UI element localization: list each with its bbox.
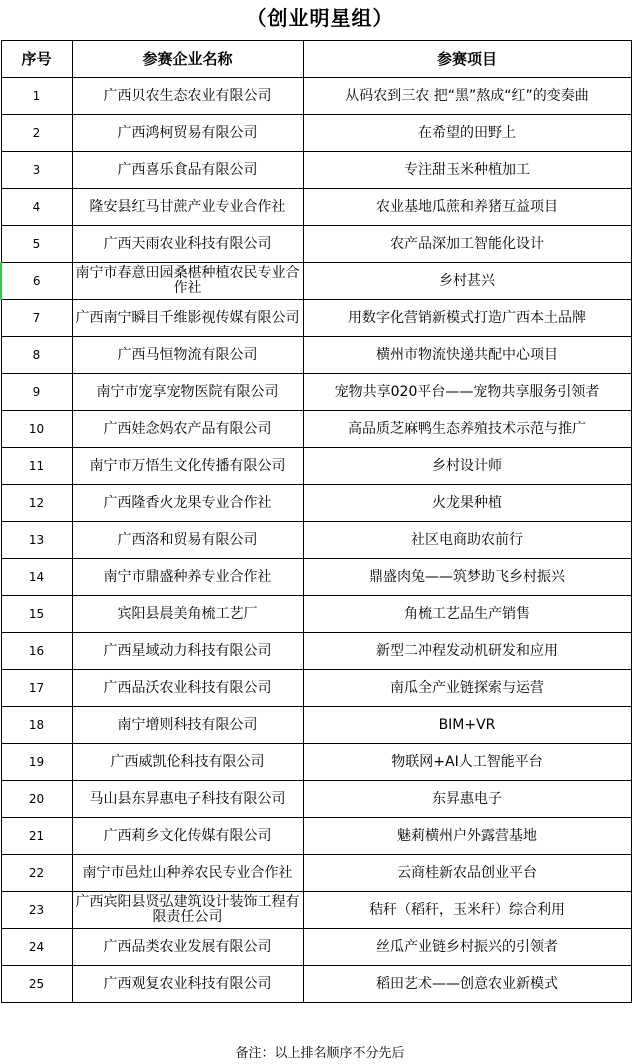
row-number: 14 (1, 559, 72, 596)
company-name: 南宁市万悟生文化传播有限公司 (72, 448, 303, 485)
project-name: 乡村甚兴 (303, 263, 631, 300)
row-number: 10 (1, 411, 72, 448)
table-row (1, 929, 631, 966)
row-number: 3 (1, 152, 72, 189)
table-row (1, 115, 631, 152)
row-number: 20 (1, 781, 72, 818)
company-name: 南宁市鼎盛种养专业合作社 (72, 559, 303, 596)
table-row (1, 559, 631, 596)
table-row (1, 374, 631, 411)
project-name: 角梳工艺品生产销售 (303, 596, 631, 633)
table-row (1, 411, 631, 448)
row-number: 6 (1, 263, 72, 300)
company-name: 广西观复农业科技有限公司 (72, 966, 303, 1003)
row-number: 5 (1, 226, 72, 263)
project-name: BIM+VR (303, 707, 631, 744)
row-number: 23 (1, 892, 72, 929)
project-name: 云商桂新农品创业平台 (303, 855, 631, 892)
table-row (1, 226, 631, 263)
table-row (1, 337, 631, 374)
project-name: 东昇惠电子 (303, 781, 631, 818)
project-name: 稻田艺术——创意农业新模式 (303, 966, 631, 1003)
table-header-row (1, 41, 631, 78)
company-name: 南宁市邑灶山种养农民专业合作社 (72, 855, 303, 892)
table-row (1, 152, 631, 189)
table-row (1, 855, 631, 892)
row-number: 21 (1, 818, 72, 855)
table-row (1, 300, 631, 337)
row-number: 16 (1, 633, 72, 670)
project-name: 魅莉横州户外露营基地 (303, 818, 631, 855)
header-company: 参赛企业名称 (72, 41, 303, 78)
project-name: 社区电商助农前行 (303, 522, 631, 559)
row-number: 8 (1, 337, 72, 374)
project-name: 新型二冲程发动机研发和应用 (303, 633, 631, 670)
table-row (1, 670, 631, 707)
company-name: 马山县东昇惠电子科技有限公司 (72, 781, 303, 818)
row-number: 7 (1, 300, 72, 337)
table-row (1, 485, 631, 522)
project-name: 鼎盛肉兔——筑梦助飞乡村振兴 (303, 559, 631, 596)
table-row (1, 448, 631, 485)
company-name: 广西品沃农业科技有限公司 (72, 670, 303, 707)
project-name: 物联网+AI人工智能平台 (303, 744, 631, 781)
row-number: 4 (1, 189, 72, 226)
project-name: 乡村设计师 (303, 448, 631, 485)
table-row (1, 781, 631, 818)
project-name: 丝瓜产业链乡村振兴的引领者 (303, 929, 631, 966)
table-row (1, 892, 631, 929)
project-name: 用数字化营销新模式打造广西本土品牌 (303, 300, 631, 337)
row-number: 22 (1, 855, 72, 892)
header-project: 参赛项目 (303, 41, 631, 78)
table-row (1, 522, 631, 559)
project-name: 专注甜玉米种植加工 (303, 152, 631, 189)
row-number: 24 (1, 929, 72, 966)
company-name: 广西威凯伦科技有限公司 (72, 744, 303, 781)
company-name: 广西喜乐食品有限公司 (72, 152, 303, 189)
footnote: 备注：以上排名顺序不分先后 (235, 1046, 405, 1061)
project-name: 在希望的田野上 (303, 115, 631, 152)
table-row (1, 189, 631, 226)
row-number: 18 (1, 707, 72, 744)
company-name: 广西星域动力科技有限公司 (72, 633, 303, 670)
table-row (1, 966, 631, 1003)
row-number: 13 (1, 522, 72, 559)
project-name: 南瓜全产业链探索与运营 (303, 670, 631, 707)
row-number: 9 (1, 374, 72, 411)
row-number: 11 (1, 448, 72, 485)
company-name: 广西隆香火龙果专业合作社 (72, 485, 303, 522)
project-name: 秸秆（稻秆，玉米秆）综合利用 (303, 892, 631, 929)
table-row (1, 744, 631, 781)
company-name: 广西马恒物流有限公司 (72, 337, 303, 374)
company-name: 广西宾阳县贤弘建筑设计装饰工程有限责任公司 (72, 892, 303, 929)
project-name: 火龙果种植 (303, 485, 631, 522)
company-name: 广西鸿柯贸易有限公司 (72, 115, 303, 152)
table-row (1, 818, 631, 855)
row-number: 15 (1, 596, 72, 633)
row-number: 19 (1, 744, 72, 781)
table-row (1, 596, 631, 633)
company-name: 南宁增则科技有限公司 (72, 707, 303, 744)
row-number: 25 (1, 966, 72, 1003)
company-name: 南宁市春意田园桑椹种植农民专业合作社 (72, 263, 303, 300)
row-number: 17 (1, 670, 72, 707)
company-name: 广西洛和贸易有限公司 (72, 522, 303, 559)
table-row (1, 633, 631, 670)
contest-table (0, 40, 632, 1003)
table-row (1, 78, 631, 115)
row-number: 12 (1, 485, 72, 522)
project-name: 宠物共享020平台——宠物共享服务引领者 (303, 374, 631, 411)
table-body (1, 78, 631, 1003)
company-name: 广西贝农生态农业有限公司 (72, 78, 303, 115)
company-name: 南宁市宠享宠物医院有限公司 (72, 374, 303, 411)
company-name: 广西莉乡文化传媒有限公司 (72, 818, 303, 855)
row-number: 1 (1, 78, 72, 115)
company-name: 广西品类农业发展有限公司 (72, 929, 303, 966)
project-name: 高品质芝麻鸭生态养殖技术示范与推广 (303, 411, 631, 448)
project-name: 农业基地瓜蔗和养猪互益项目 (303, 189, 631, 226)
company-name: 隆安县红马甘蔗产业专业合作社 (72, 189, 303, 226)
project-name: 从码农到三农 把“黑”熬成“红”的变奏曲 (303, 78, 631, 115)
table-row (1, 707, 631, 744)
project-name: 横州市物流快递共配中心项目 (303, 337, 631, 374)
table-row (1, 263, 631, 300)
page-title: （创业明星组） (246, 6, 394, 30)
company-name: 宾阳县晨美角梳工艺厂 (72, 596, 303, 633)
company-name: 广西娃念妈农产品有限公司 (72, 411, 303, 448)
row-number: 2 (1, 115, 72, 152)
company-name: 广西南宁瞬目千维影视传媒有限公司 (72, 300, 303, 337)
project-name: 农产品深加工智能化设计 (303, 226, 631, 263)
company-name: 广西天雨农业科技有限公司 (72, 226, 303, 263)
header-no: 序号 (1, 41, 72, 78)
